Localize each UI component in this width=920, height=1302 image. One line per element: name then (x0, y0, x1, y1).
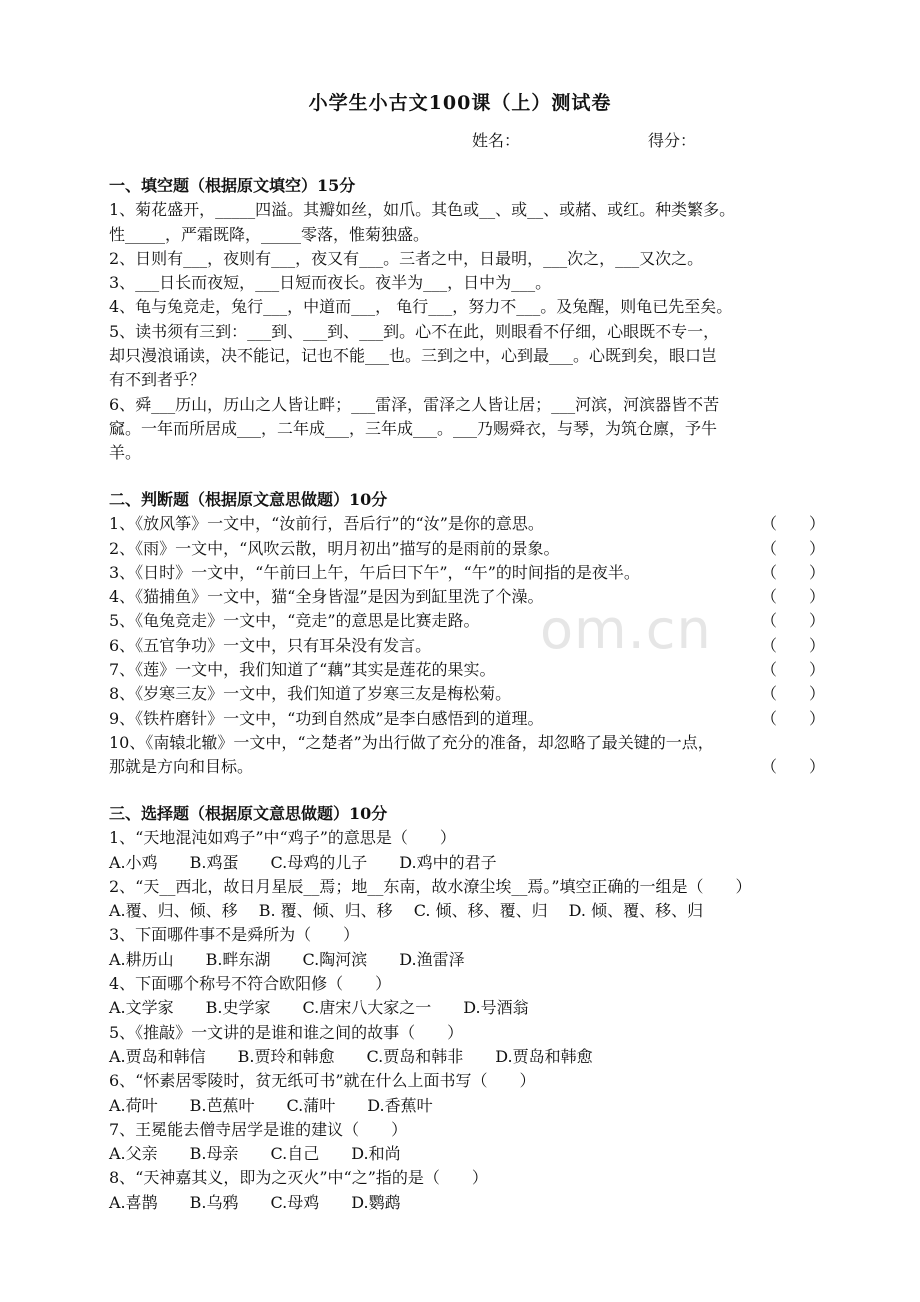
fill-line: 6、舜___历山，历山之人皆让畔；___雷泽，雷泽之人皆让居；___河滨，河滨器皆不苦 (109, 394, 720, 414)
options-line: A.文学家 B.史学家 C.唐宋八大家之一 D.号酒翁 (109, 998, 529, 1018)
options-line: A.贾岛和韩信 B.贾玲和韩愈 C.贾岛和韩非 D.贾岛和韩愈 (109, 1046, 593, 1066)
answer-paren: （ ） (760, 562, 825, 582)
answer-paren: （ ） (760, 587, 825, 607)
judge-text: 6、《五官争功》一文中，只有耳朵没有发言。 (109, 635, 432, 655)
judge-text: 2、《雨》一文中，“风吹云散，明月初出”描写的是雨前的景象。 (109, 538, 560, 558)
options-line: A.耕历山 B.畔东湖 C.陶河滨 D.渔雷泽 (109, 949, 465, 969)
fill-line: 羊。 (109, 443, 142, 463)
fill-line: 窳。一年而所居成___，二年成___，三年成___。___乃赐舜衣，与琴，为筑仓廪，予牛 (109, 418, 718, 438)
question-line: 7、王冕能去僧寺居学是谁的建议（ ） (109, 1119, 408, 1139)
score-label: 得分： (648, 131, 697, 150)
question-line: 1、“天地混沌如鸡子”中“鸡子”的意思是（ ） (109, 828, 456, 848)
options-line: A.喜鹊 B.乌鸦 C.母鸡 D.鹦鹉 (109, 1192, 401, 1212)
judge-item (109, 634, 825, 658)
judge-item (109, 658, 825, 682)
answer-paren: （ ） (760, 635, 825, 655)
fill-line: 却只漫浪诵读，决不能记，记也不能___也。三到之中，心到最___。心既到矣，眼口岂 (109, 346, 718, 366)
judge-item (109, 512, 825, 536)
judge-text: 10、《南辕北辙》一文中，“之楚者”为出行做了充分的准备，却忽略了最关键的一点， (109, 732, 714, 752)
judge-item (109, 755, 825, 779)
section-fill-blank (109, 174, 825, 466)
judge-text: 那就是方向和目标。 (109, 757, 254, 777)
judge-item (109, 537, 825, 561)
watermark: om.cn (540, 598, 712, 661)
section-heading: 一、填空题（根据原文填空）15分 (109, 176, 356, 195)
judge-text: 8、《岁寒三友》一文中，我们知道了岁寒三友是梅松菊。 (109, 684, 512, 704)
fill-line: 4、龟与兔竞走，兔行___，中道而___， 龟行___，努力不___。及兔醒，则龟已先至矣。 (109, 297, 733, 317)
fill-line: 5、读书须有三到：___到、___到、___到。心不在此，则眼看不仔细，心眼既不专一， (109, 321, 720, 341)
judge-text: 1、《放风筝》一文中，“汝前行，吾后行”的“汝”是你的意思。 (109, 514, 544, 534)
fill-line: 2、日则有___，夜则有___，夜又有___。三者之中，日最明，___次之，___又次之。 (109, 248, 704, 268)
question-line: 2、“天__西北，故日月星辰__焉；地__东南，故水潦尘埃__焉。”填空正确的一组是（ ） (109, 876, 752, 896)
section-true-false (109, 488, 825, 780)
judge-text: 5、《龟兔竞走》一文中，“竞走”的意思是比赛走路。 (109, 611, 480, 631)
judge-text: 3、《日时》一文中，“午前曰上午，午后曰下午”，“午”的时间指的是夜半。 (109, 562, 640, 582)
judge-text: 7、《莲》一文中，我们知道了“藕”其实是莲花的果实。 (109, 660, 496, 680)
answer-paren: （ ） (760, 538, 825, 558)
judge-item (109, 707, 825, 731)
judge-item (109, 682, 825, 706)
fill-line: 有不到者乎？ (109, 370, 206, 390)
judge-item (109, 585, 825, 609)
judge-text: 9、《铁杵磨针》一文中，“功到自然成”是李白感悟到的道理。 (109, 708, 544, 728)
fill-line: 性_____，严霜既降，_____零落，惟菊独盛。 (109, 224, 430, 244)
judge-item (109, 609, 825, 633)
options-line: A.荷叶 B.芭蕉叶 C.蒲叶 D.香蕉叶 (109, 1095, 433, 1115)
section-heading: 二、判断题（根据原文意思做题）10分 (109, 490, 388, 509)
fill-line: 3、___日长而夜短，___日短而夜长。夜半为___，日中为___。 (109, 273, 552, 293)
answer-paren: （ ） (760, 660, 825, 680)
question-line: 4、下面哪个称号不符合欧阳修（ ） (109, 974, 392, 994)
answer-paren: （ ） (760, 708, 825, 728)
judge-text: 4、《猫捕鱼》一文中，猫“全身皆湿”是因为到缸里洗了个澡。 (109, 587, 544, 607)
question-line: 3、下面哪件事不是舜所为（ ） (109, 925, 360, 945)
options-line: A.父亲 B.母亲 C.自己 D.和尚 (109, 1144, 401, 1164)
judge-item (109, 561, 825, 585)
options-line: A.小鸡 B.鸡蛋 C.母鸡的儿子 D.鸡中的君子 (109, 852, 497, 872)
name-label: 姓名： (472, 131, 521, 150)
section-multiple-choice (109, 802, 825, 1215)
fill-line: 1、菊花盛开，_____四溢。其瓣如丝，如爪。其色或__、或__、或赭、或红。种类繁多。 (109, 200, 736, 220)
question-line: 5、《推敲》一文讲的是谁和谁之间的故事（ ） (109, 1022, 464, 1042)
section-heading: 三、选择题（根据原文意思做题）10分 (109, 804, 388, 823)
question-line: 6、“怀素居零陵时，贫无纸可书”就在什么上面书写（ ） (109, 1071, 536, 1091)
judge-item (109, 731, 825, 755)
question-line: 8、“天神嘉其义，即为之灭火”中“之”指的是（ ） (109, 1168, 488, 1188)
page-title: 小学生小古文100课（上）测试卷 (308, 92, 612, 114)
answer-paren: （ ） (760, 514, 825, 534)
answer-paren: （ ） (760, 757, 825, 777)
options-line: A.覆、归、倾、移 B. 覆、倾、归、移 C. 倾、移、覆、归 D. 倾、覆、移、归 (109, 901, 704, 921)
answer-paren: （ ） (760, 684, 825, 704)
answer-paren: （ ） (760, 611, 825, 631)
